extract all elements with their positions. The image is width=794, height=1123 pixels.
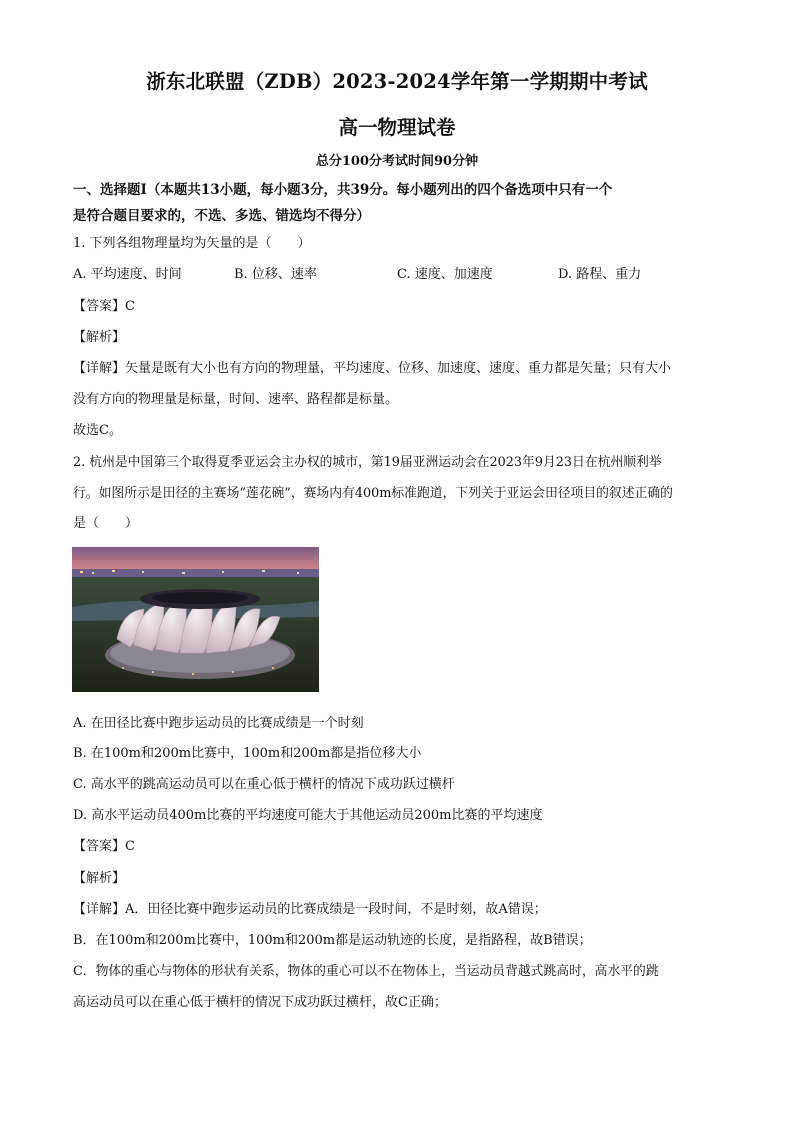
exam-title: 浙东北联盟（ZDB）2023-2024学年第一学期期中考试 (146, 70, 648, 93)
q2-detail-b: B．在100m和200m比赛中，100m和200m都是运动轨迹的长度，是指路程，故B错误； (73, 933, 592, 948)
q2-option-c: C. 高水平的跳高运动员可以在重心低于横杆的情况下成功跃过横杆 (73, 777, 455, 792)
exam-subtitle: 高一物理试卷 (338, 116, 456, 139)
q2-stem-line2: 行。如图所示是田径的主赛场“莲花碗”，赛场内有400m标准跑道，下列关于亚运会田径项目的叙述正确的 (73, 486, 673, 501)
section-heading-line2: 是符合题目要求的，不选、多选、错选均不得分） (73, 208, 370, 224)
section-heading-line1: 一、选择题Ⅰ（本题共13小题，每小题3分，共39分。每小题列出的四个备选项中只有一个 (73, 182, 613, 198)
exam-info: 总分100分考试时间90分钟 (315, 154, 479, 169)
q2-analysis-label: 【解析】 (73, 871, 126, 886)
q1-conclusion: 故选C。 (73, 423, 122, 438)
q1-analysis-label: 【解析】 (73, 330, 126, 345)
q2-option-b: B. 在100m和200m比赛中，100m和200m都是指位移大小 (73, 746, 422, 761)
stadium-photo (72, 547, 319, 692)
q2-detail-c-line1: C．物体的重心与物体的形状有关系，物体的重心可以不在物体上，当运动员背越式跳高时，高水平的跳 (73, 964, 659, 979)
q1-stem: 1. 下列各组物理量均为矢量的是（ ） (73, 236, 311, 251)
q2-option-a: A. 在田径比赛中跑步运动员的比赛成绩是一个时刻 (73, 716, 364, 731)
q1-answer: 【答案】C (73, 299, 135, 314)
q2-answer: 【答案】C (73, 839, 135, 854)
q2-stem-line1: 2. 杭州是中国第三个取得夏季亚运会主办权的城市，第19届亚洲运动会在2023年9月23日在杭州顺利举 (73, 455, 662, 470)
q1-option-b: B. 位移、速率 (234, 267, 317, 282)
q1-option-a: A. 平均速度、时间 (73, 267, 182, 282)
q2-detail-a: 【详解】A．田径比赛中跑步运动员的比赛成绩是一段时间，不是时刻，故A错误； (73, 902, 547, 917)
q1-option-d: D. 路程、重力 (558, 267, 642, 282)
q1-detail-line1: 【详解】矢量是既有大小也有方向的物理量，平均速度、位移、加速度、速度、重力都是矢量；只有大小 (73, 361, 672, 376)
q2-detail-c-line2: 高运动员可以在重心低于横杆的情况下成功跃过横杆，故C正确； (73, 995, 447, 1010)
q1-option-c: C. 速度、加速度 (397, 267, 493, 282)
q1-detail-line2: 没有方向的物理量是标量，时间、速率、路程都是标量。 (73, 392, 399, 407)
q2-stem-line3: 是（ ） (73, 516, 139, 531)
q2-option-d: D. 高水平运动员400m比赛的平均速度可能大于其他运动员200m比赛的平均速度 (73, 808, 543, 823)
